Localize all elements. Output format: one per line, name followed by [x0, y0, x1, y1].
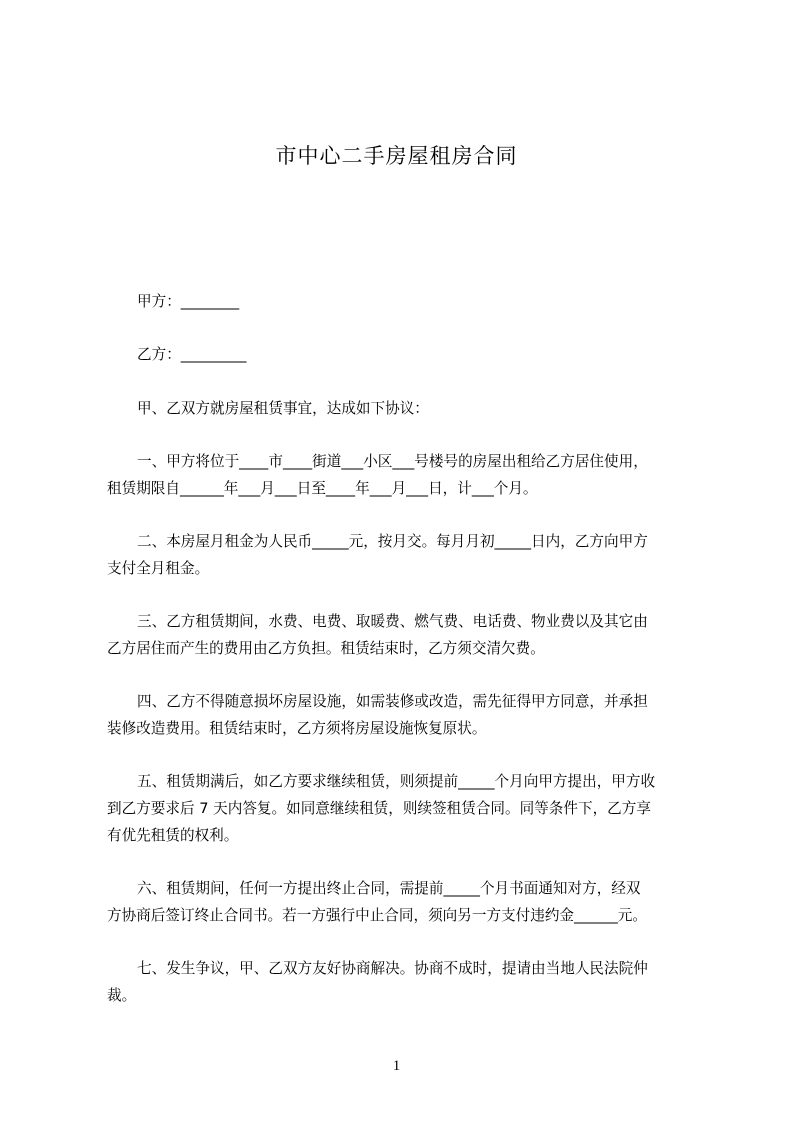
clause-6 [107, 875, 707, 929]
clause-5 [107, 768, 707, 849]
party-a-text: 甲方：________ [137, 293, 240, 310]
party-b-line [107, 341, 707, 368]
clause-4-line-2: 装修改造费用。租赁结束时，乙方须将房屋设施恢复原状。 [107, 720, 487, 737]
clause-7 [107, 955, 707, 1009]
clause-5-line-1: 五、租赁期满后，如乙方要求继续租赁，则须提前_____个月向甲方提出，甲方收 [137, 773, 656, 790]
clause-6-line-1: 六、租赁期间，任何一方提出终止合同，需提前_____个月书面通知对方，经双 [137, 880, 641, 897]
clause-2-line-2: 支付全月租金。 [107, 560, 210, 577]
party-a-line [107, 288, 707, 315]
clause-6-line-2: 方协商后签订终止合同书。若一方强行中止合同，须向另一方支付违约金______元。 [107, 907, 647, 924]
clause-1 [107, 448, 707, 502]
clause-2-line-1: 二、本房屋月租金为人民币_____元，按月交。每月月初_____日内，乙方向甲方 [137, 533, 648, 550]
clause-1-line-2: 租赁期限自______年___月___日至____年___月___日，计___个月。 [107, 480, 538, 497]
intro-paragraph [107, 395, 707, 422]
page-number: 1 [392, 1058, 401, 1074]
clause-5-line-2: 到乙方要求后 7 天内答复。如同意继续租赁，则续签租赁合同。同等条件下，乙方享 [107, 800, 651, 817]
clause-2 [107, 528, 707, 582]
clause-3 [107, 608, 707, 662]
party-b-text: 乙方：_________ [137, 346, 247, 363]
clause-7-line-1: 七、发生争议，甲、乙双方友好协商解决。协商不成时，提请由当地人民法院仲 [137, 960, 648, 977]
document-title: 市中心二手房屋租房合同 [275, 144, 518, 168]
clause-3-line-1: 三、乙方租赁期间，水费、电费、取暖费、燃气费、电话费、物业费以及其它由 [137, 613, 648, 630]
clause-1-line-1: 一、甲方将位于____市____街道___小区___号楼号的房屋出租给乙方居住使用， [137, 453, 648, 470]
clause-4-line-1: 四、乙方不得随意损坏房屋设施，如需装修或改造，需先征得甲方同意，并承担 [137, 693, 648, 710]
intro-text: 甲、乙双方就房屋租赁事宜，达成如下协议： [137, 400, 429, 417]
clause-5-line-3: 有优先租赁的权利。 [107, 827, 239, 844]
clause-4 [107, 688, 707, 742]
clause-7-line-2: 裁。 [107, 987, 137, 1004]
clause-3-line-2: 乙方居住而产生的费用由乙方负担。租赁结束时，乙方须交清欠费。 [107, 640, 545, 657]
